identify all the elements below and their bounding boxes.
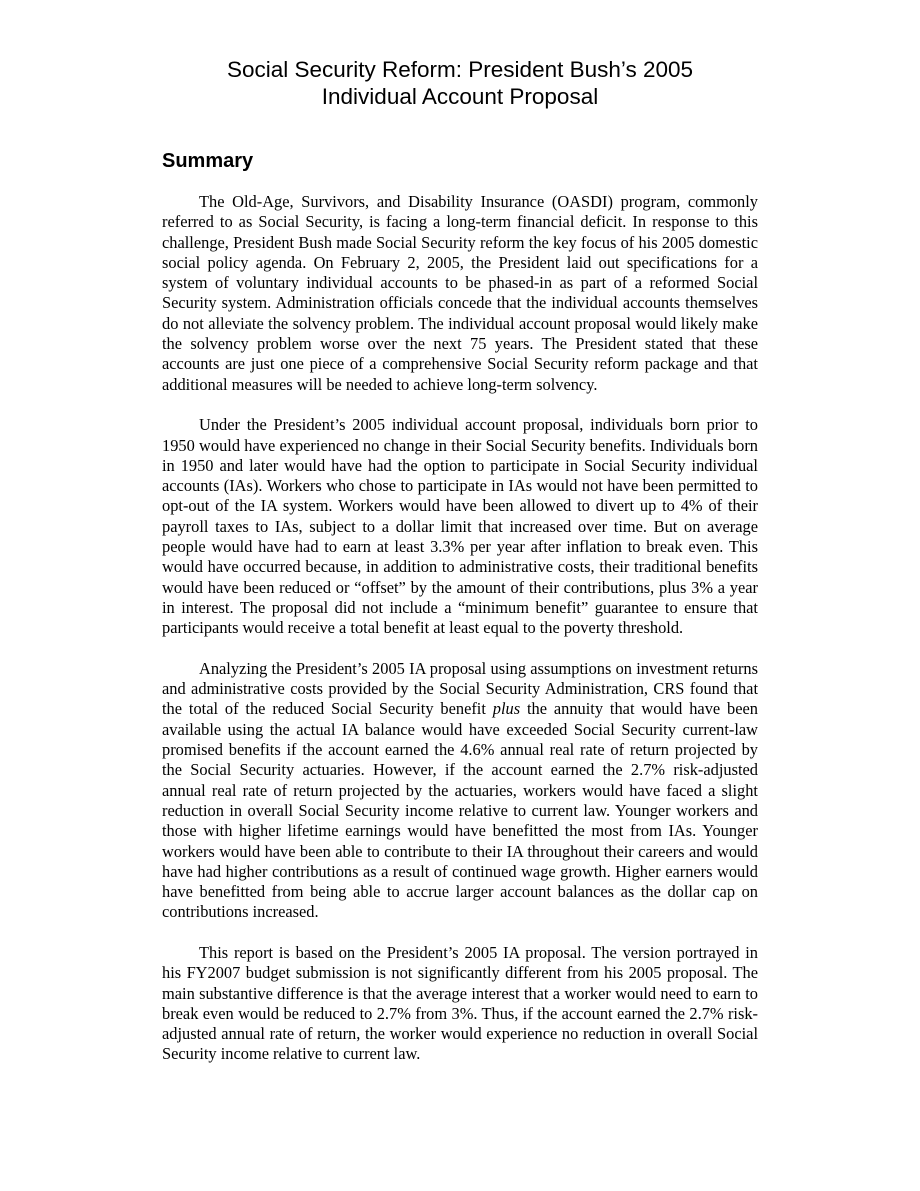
document-page bbox=[162, 56, 758, 1064]
title-line-1: Social Security Reform: President Bush’s 2005 bbox=[226, 57, 694, 82]
summary-heading: Summary bbox=[162, 150, 254, 172]
paragraph-3-start: Analyzing the President’s 2005 IA proposal using assumptions on investment returns and administrative costs provided by the Social Security Administration, CRS found that the total of the reduced Social Security benefit bbox=[162, 658, 758, 719]
paragraph-4: This report is based on the President’s 2005 IA proposal. The version portrayed in his FY2007 budget submission is not significantly different from his 2005 proposal. The main substantive difference is that the average interest that a worker would need to earn to break even would be reduced to 2.7% from 3%. Thus, if the account earned the 2.7% risk-adjusted annual rate of return, the worker would experience no reduction in overall Social Security income relative to current law. bbox=[162, 942, 758, 1064]
paragraph-2: Under the President’s 2005 individual account proposal, individuals born prior to 1950 would have experienced no change in their Social Security benefits. Individuals born in 1950 and later would have had the option to participate in Social Security individual accounts (IAs). Workers who chose to participate in IAs would not have been permitted to opt-out of the IA system. Workers would have been allowed to divert up to 4% of their payroll taxes to IAs, subject to a dollar limit that increased over time. But on average people would have had to earn at least 3.3% per year after inflation to break even. This would have occurred because, in addition to administrative costs, their traditional benefits would have been reduced or “offset” by the amount of their contributions, plus 3% a year in interest. The proposal did not include a “minimum benefit” guarantee to ensure that participants would receive a total benefit at least equal to the poverty threshold. bbox=[162, 415, 758, 638]
summary-body bbox=[162, 192, 758, 1085]
document-title bbox=[162, 56, 758, 110]
title-line-2: Individual Account Proposal bbox=[321, 84, 599, 109]
paragraph-3-end: the annuity that would have been available using the actual IA balance would have exceeded Social Security current-law promised benefits if the account earned the 4.6% annual real rate of return projected by the Social Security actuaries. However, if the account earned the 2.7% risk-adjusted annual real rate of return projected by the actuaries, workers would have faced a slight reduction in overall Social Security income relative to current law. Younger workers and those with higher lifetime earnings would have benefitted the most from IAs. Younger workers would have been able to contribute to their IA throughout their careers and would have had higher contributions as a result of continued wage growth. Higher earners would have benefitted from being able to accrue larger account balances as the dollar cap on contributions increased. bbox=[162, 699, 758, 922]
paragraph-3-emphasis: plus bbox=[492, 699, 521, 719]
paragraph-3 bbox=[162, 659, 758, 923]
paragraph-1: The Old-Age, Survivors, and Disability Insurance (OASDI) program, commonly referred to as Social Security, is facing a long-term financial deficit. In response to this challenge, President Bush made Social Security reform the key focus of his 2005 domestic social policy agenda. On February 2, 2005, the President laid out specifications for a system of voluntary individual accounts to be phased-in as part of a reformed Social Security system. Administration officials concede that the individual accounts themselves do not alleviate the solvency problem. The individual account proposal would likely make the solvency problem worse over the next 75 years. The President stated that these accounts are just one piece of a comprehensive Social Security reform package and that additional measures will be needed to achieve long-term solvency. bbox=[162, 192, 758, 394]
